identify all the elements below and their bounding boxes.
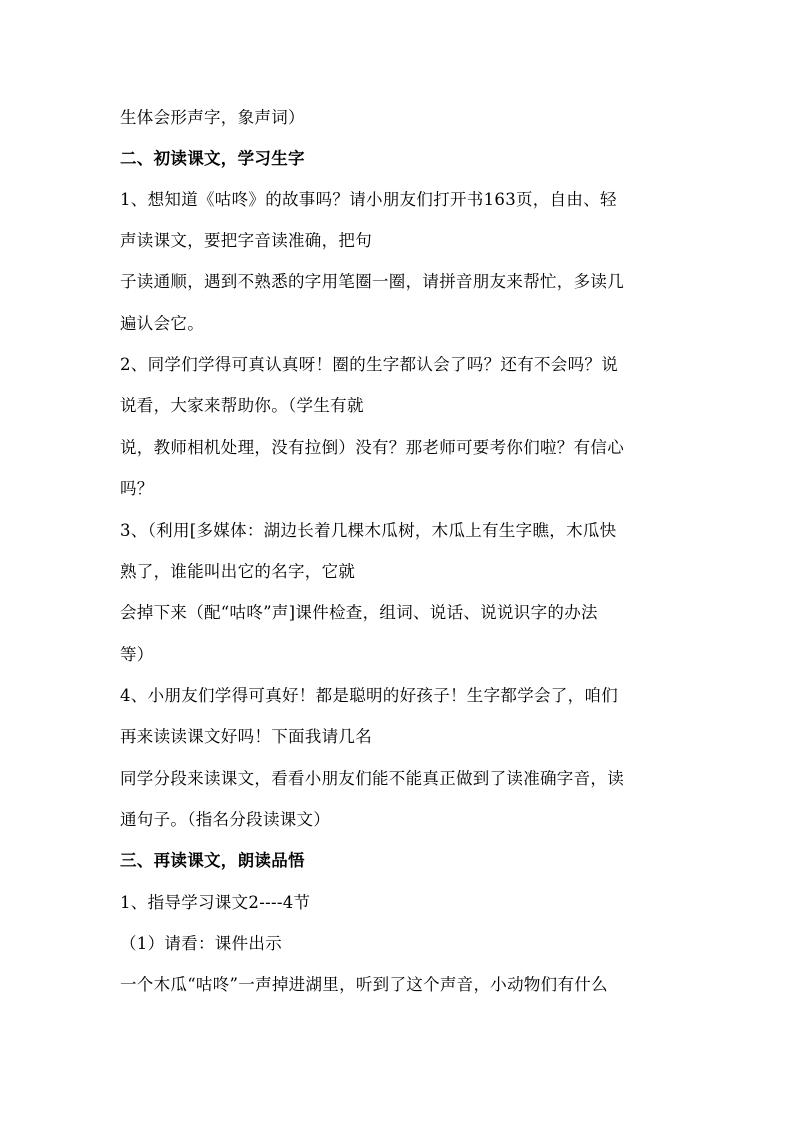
- section-heading: 二、初读课文，学习生字: [120, 149, 305, 168]
- text-line: 生体会形声字，象声词）: [120, 108, 305, 127]
- text-line: 3、（利用[多媒体：湖边长着几棵木瓜树，木瓜上有生字瞧，木瓜快: [120, 521, 617, 540]
- text-line: 遍认会它。: [120, 314, 204, 333]
- text-line: 通句子。（指名分段读课文）: [120, 810, 331, 829]
- text-line: （1）请看：课件出示: [120, 934, 282, 953]
- text-line: 2、同学们学得可真认真呀！圈的生字都认会了吗？还有不会吗？说: [120, 355, 618, 374]
- text-line: 一个木瓜“咕咚”一声掉进湖里，听到了这个声音，小动物们有什么: [120, 975, 608, 994]
- text-line: 说，教师相机处理，没有拉倒）没有？那老师可要考你们啦？有信心: [120, 438, 624, 457]
- text-line: 1、想知道《咕咚》的故事吗？请小朋友们打开书163页，自由、轻: [120, 190, 617, 209]
- text-line: 会掉下来（配“咕咚”声]课件检查，组词、说话、说说识字的办法: [120, 603, 598, 622]
- text-line: 再来读读课文好吗！下面我请几名: [120, 727, 372, 746]
- section-heading: 三、再读课文，朗读品悟: [120, 851, 305, 870]
- text-line: 等）: [120, 645, 154, 664]
- text-line: 吗？: [120, 479, 154, 498]
- text-line: 声读课文，要把字音读准确，把句: [120, 231, 372, 250]
- text-line: 同学分段来读课文，看看小朋友们能不能真正做到了读准确字音，读: [120, 769, 624, 788]
- text-line: 子读通顺，遇到不熟悉的字用笔圈一圈，请拼音朋友来帮忙，多读几: [120, 272, 624, 291]
- text-line: 1、指导学习课文2----4节: [120, 893, 311, 912]
- text-line: 4、小朋友们学得可真好！都是聪明的好孩子！生字都学会了，咱们: [120, 686, 618, 705]
- text-line: 熟了，谁能叫出它的名字，它就: [120, 562, 356, 581]
- text-line: 说看，大家来帮助你。（学生有就: [120, 396, 364, 415]
